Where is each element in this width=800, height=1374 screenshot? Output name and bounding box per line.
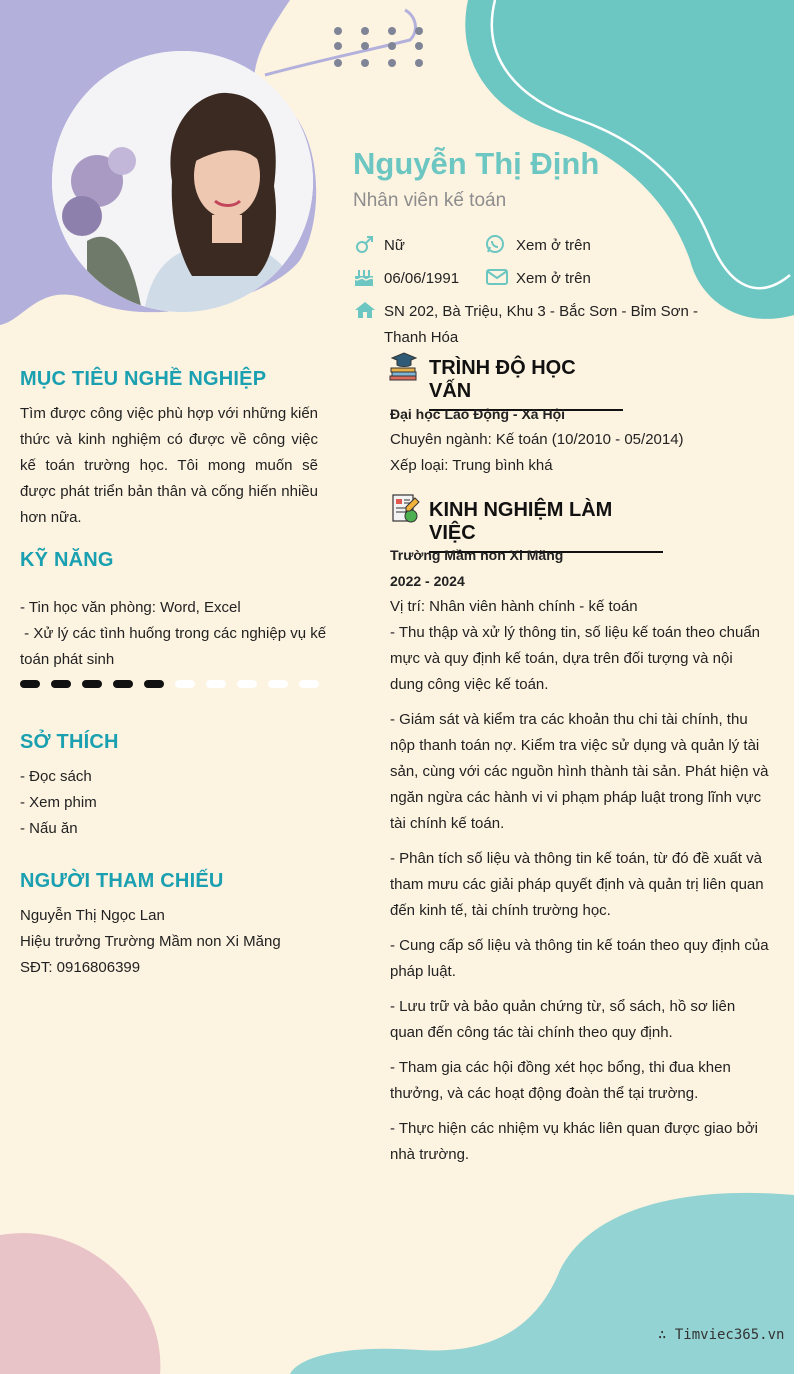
- profile-photo: [52, 51, 313, 312]
- experience-duty: - Giám sát và kiểm tra các khoản thu chi tài chính, thu nộp thanh toán nợ. Kiểm tra việc sử dụng và quản lý tài sản, cùng với các nguồn hình thành tài sản. Phát hiện và ngăn ngừa các hành vi vi phạm pháp luật trong lĩnh vực tài chính kế toán.: [390, 711, 769, 832]
- experience-details: [390, 542, 770, 1177]
- mail-icon: [486, 269, 508, 285]
- work-document-icon: [389, 492, 421, 524]
- gender-value: Nữ: [384, 237, 405, 254]
- rating-dot-filled: [113, 680, 133, 688]
- skill-item: - Tin học văn phòng: Word, Excel: [20, 599, 241, 616]
- rating-dot-filled: [20, 680, 40, 688]
- teal-bottom-blob: [290, 1193, 794, 1374]
- birthday-cake-icon: [353, 267, 375, 287]
- home-icon: [354, 301, 376, 319]
- reference-phone: SĐT: 0916806399: [20, 959, 141, 976]
- skill-rating: [20, 675, 330, 693]
- address-line-2: Thanh Hóa: [384, 329, 459, 346]
- birthday-value: 06/06/1991: [384, 270, 460, 287]
- experience-duty: - Phân tích số liệu và thông tin kế toán, từ đó đề xuất và tham mưu các giải pháp quyết định và quản trị liên quan đến kinh tế, tài chính trường học.: [390, 850, 764, 919]
- hobby-item: - Nấu ăn: [20, 820, 78, 837]
- hobby-item: - Đọc sách: [20, 768, 92, 785]
- pink-blob: [0, 1233, 160, 1374]
- rating-dot-empty: [268, 680, 288, 688]
- education-details: [390, 401, 770, 479]
- phone-value: Xem ở trên: [516, 237, 591, 254]
- experience-title: KINH NGHIỆM LÀM VIỆC: [429, 499, 663, 553]
- rating-dot-empty: [299, 680, 319, 688]
- references-title: NGƯỜI THAM CHIẾU: [20, 870, 224, 892]
- hobby-item: - Xem phim: [20, 794, 97, 811]
- experience-duty: - Lưu trữ và bảo quản chứng từ, sổ sách, hồ sơ liên quan đến công tác tài chính theo quy định.: [390, 998, 736, 1041]
- rating-dot-filled: [82, 680, 102, 688]
- experience-position: Vị trí: Nhân viên hành chính - kế toán: [390, 598, 638, 615]
- candidate-name: Nguyễn Thị Định: [353, 146, 600, 181]
- reference-position: Hiệu trưởng Trường Mầm non Xi Măng: [20, 933, 281, 950]
- job-title: Nhân viên kế toán: [353, 190, 507, 211]
- skills-title: KỸ NĂNG: [20, 549, 114, 571]
- hobbies-list: [20, 764, 97, 842]
- watermark: ∴ Timviec365.vn: [658, 1327, 785, 1343]
- whatsapp-icon: [485, 234, 505, 254]
- references-info: [20, 903, 281, 981]
- rating-dot-filled: [144, 680, 164, 688]
- experience-period: 2022 - 2024: [390, 573, 465, 589]
- address-line-1: SN 202, Bà Triệu, Khu 3 - Bắc Sơn - Bỉm Sơn -: [384, 303, 698, 320]
- objective-text: Tìm được công việc phù hợp với những kiến thức và kinh nghiệm có được về công việc kế toán trường học. Tôi mong muốn sẽ được phát triển bản thân và cống hiến nhiều hơn nữa.: [20, 405, 318, 526]
- experience-duty: - Tham gia các hội đồng xét học bổng, thi đua khen thưởng, và các hoạt động đoàn thể tại trường.: [390, 1059, 731, 1102]
- rating-dot-empty: [206, 680, 226, 688]
- rating-dot-empty: [237, 680, 257, 688]
- reference-name: Nguyễn Thị Ngọc Lan: [20, 907, 165, 924]
- gender-icon: [354, 235, 374, 255]
- education-major: Chuyên ngành: Kế toán (10/2010 - 05/2014): [390, 431, 684, 448]
- hobbies-title: SỞ THÍCH: [20, 731, 119, 753]
- education-title: TRÌNH ĐỘ HỌC VẤN: [429, 357, 623, 411]
- experience-duty: - Thực hiện các nhiệm vụ khác liên quan được giao bởi nhà trường.: [390, 1120, 759, 1163]
- education-school: Đại học Lao Động - Xã Hội: [390, 406, 566, 422]
- experience-company: Trường Mầm non Xi Măng: [390, 547, 564, 563]
- experience-duty: - Thu thập và xử lý thông tin, số liệu kế toán theo chuẩn mực và quy định kế toán, dựa trên đối tượng và nội dung công việc kế toán.: [390, 624, 760, 693]
- address-value: [384, 299, 704, 351]
- rating-dot-empty: [175, 680, 195, 688]
- skill-item: - Xử lý các tình huống trong các nghiệp vụ kế toán phát sinh: [20, 625, 331, 668]
- experience-duty: - Cung cấp số liệu và thông tin kế toán theo quy định của pháp luật.: [390, 937, 769, 980]
- email-value: Xem ở trên: [516, 270, 591, 287]
- skills-list: [20, 595, 330, 673]
- objective-title: MỤC TIÊU NGHỀ NGHIỆP: [20, 368, 267, 390]
- education-grade: Xếp loại: Trung bình khá: [390, 457, 553, 474]
- graduation-icon: [388, 350, 420, 382]
- avatar: [52, 51, 313, 312]
- rating-dot-filled: [51, 680, 71, 688]
